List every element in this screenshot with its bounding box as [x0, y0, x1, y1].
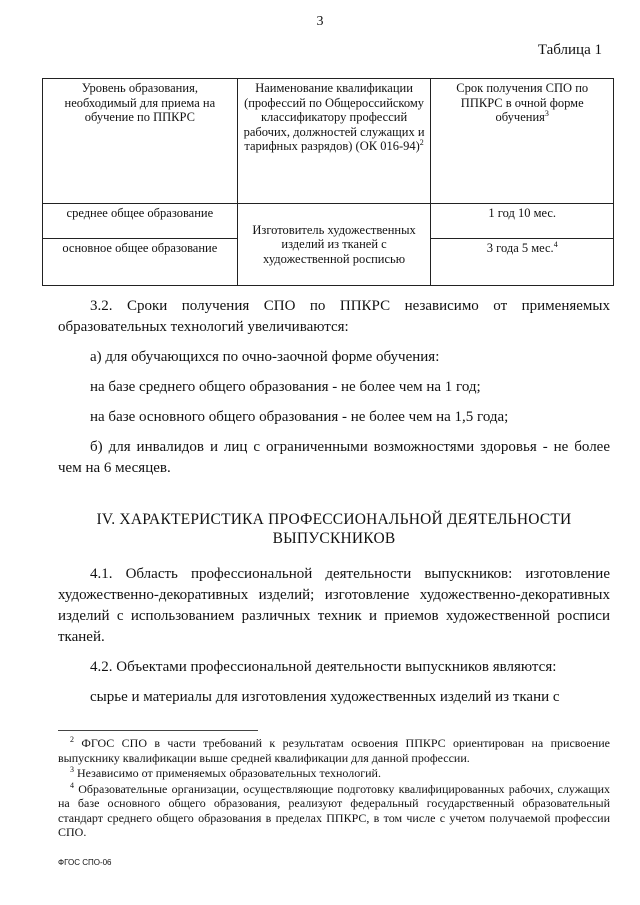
footer-code: ФГОС СПО-06: [58, 858, 112, 867]
table-row: [43, 204, 614, 239]
footnote-mark: 4: [70, 780, 74, 790]
paragraph-basic-base: на базе основного общего образования - не более чем на 1,5 года;: [90, 409, 509, 425]
footnote-2: [58, 736, 610, 765]
header-cell-qualification: [237, 79, 431, 204]
header-term-text: Срок получения СПО по ППКРС в очной форме обучения: [456, 81, 589, 124]
footnote-text: Образовательные организации, осуществляющие подготовку квалифицированных рабочих, служащих на базе основного общего образования, реализуют федеральный государственный образовательный стандарт среднего общего образования в пределах ППКРС, в том числе с учетом получаемой профессии СПО.: [58, 781, 610, 839]
row2-level-text: основное общее образование: [62, 241, 218, 255]
paragraph-b: б) для инвалидов и лиц с ограниченными возможностями здоровья - не более чем на 6 месяцев.: [58, 439, 610, 476]
footnote-mark: 2: [70, 735, 74, 744]
row2-term-text: 3 года 5 мес.: [486, 241, 554, 255]
header-cell-level: [43, 79, 238, 204]
footnote-ref-2: 2: [419, 137, 424, 147]
paragraph-3-2: 3.2. Сроки получения СПО по ППКРС независимо от применяемых образовательных технологий увеличиваются:: [58, 298, 610, 335]
qualification-text: Изготовитель художественных изделий из тканей с художественной росписью: [252, 222, 416, 266]
row1-term-text: 1 год 10 мес.: [488, 206, 557, 220]
footnote-3: [58, 766, 610, 781]
header-cell-term: [431, 79, 614, 204]
row2-term-cell: [431, 239, 614, 286]
activity-section: [58, 564, 610, 717]
section-title-line1: IV. ХАРАКТЕРИСТИКА ПРОФЕССИОНАЛЬНОЙ ДЕЯТЕЛЬНОСТИ: [96, 511, 572, 528]
header-qualification-text: Наименование квалификации (профессий по Общероссийскому классификатору профессий рабочих, должностей служащих и тарифных разрядов) (ОК 016-94): [243, 81, 425, 153]
footnotes: [58, 736, 610, 841]
paragraph-objects: сырье и материалы для изготовления художественных изделий из ткани с: [90, 689, 560, 705]
footnote-text: ФГОС СПО в части требований к результатам освоения ППКРС ориентирован на присвоение выпускнику квалификации выше средней квалификации для данной профессии.: [58, 736, 611, 765]
paragraph-4-2: 4.2. Объектами профессиональной деятельности выпускников являются:: [90, 659, 557, 675]
qualification-table: [42, 78, 614, 286]
duration-section: [58, 296, 610, 488]
footnote-text: Независимо от применяемых образовательных технологий.: [77, 766, 381, 780]
qualification-cell: [237, 204, 431, 286]
footnote-mark: 3: [70, 765, 74, 774]
page-number: 3: [316, 14, 324, 29]
row1-level-cell: [43, 204, 238, 239]
header-level-text: Уровень образования, необходимый для приема на обучение по ППКРС: [64, 81, 216, 124]
section-title-line2: ВЫПУСКНИКОВ: [272, 530, 396, 547]
footnote-divider: [58, 730, 258, 731]
paragraph-4-1: 4.1. Область профессиональной деятельности выпускников: изготовление художественно-декоративных изделий; изготовление художественно-декоративных изделий с использованием различных техник и приемов художественной росписи тканей.: [58, 566, 610, 645]
section-title: [58, 510, 610, 548]
table-header-row: [43, 79, 614, 204]
row1-level-text: среднее общее образование: [66, 206, 214, 220]
footnote-ref-4: 4: [553, 239, 558, 249]
table-caption: Таблица 1: [537, 42, 602, 58]
footnote-ref-3: 3: [544, 108, 549, 118]
row1-term-cell: [431, 204, 614, 239]
paragraph-a: а) для обучающихся по очно-заочной форме обучения:: [90, 349, 440, 365]
paragraph-secondary-base: на базе среднего общего образования - не более чем на 1 год;: [90, 379, 481, 395]
row2-level-cell: [43, 239, 238, 286]
footnote-4: [58, 782, 610, 840]
